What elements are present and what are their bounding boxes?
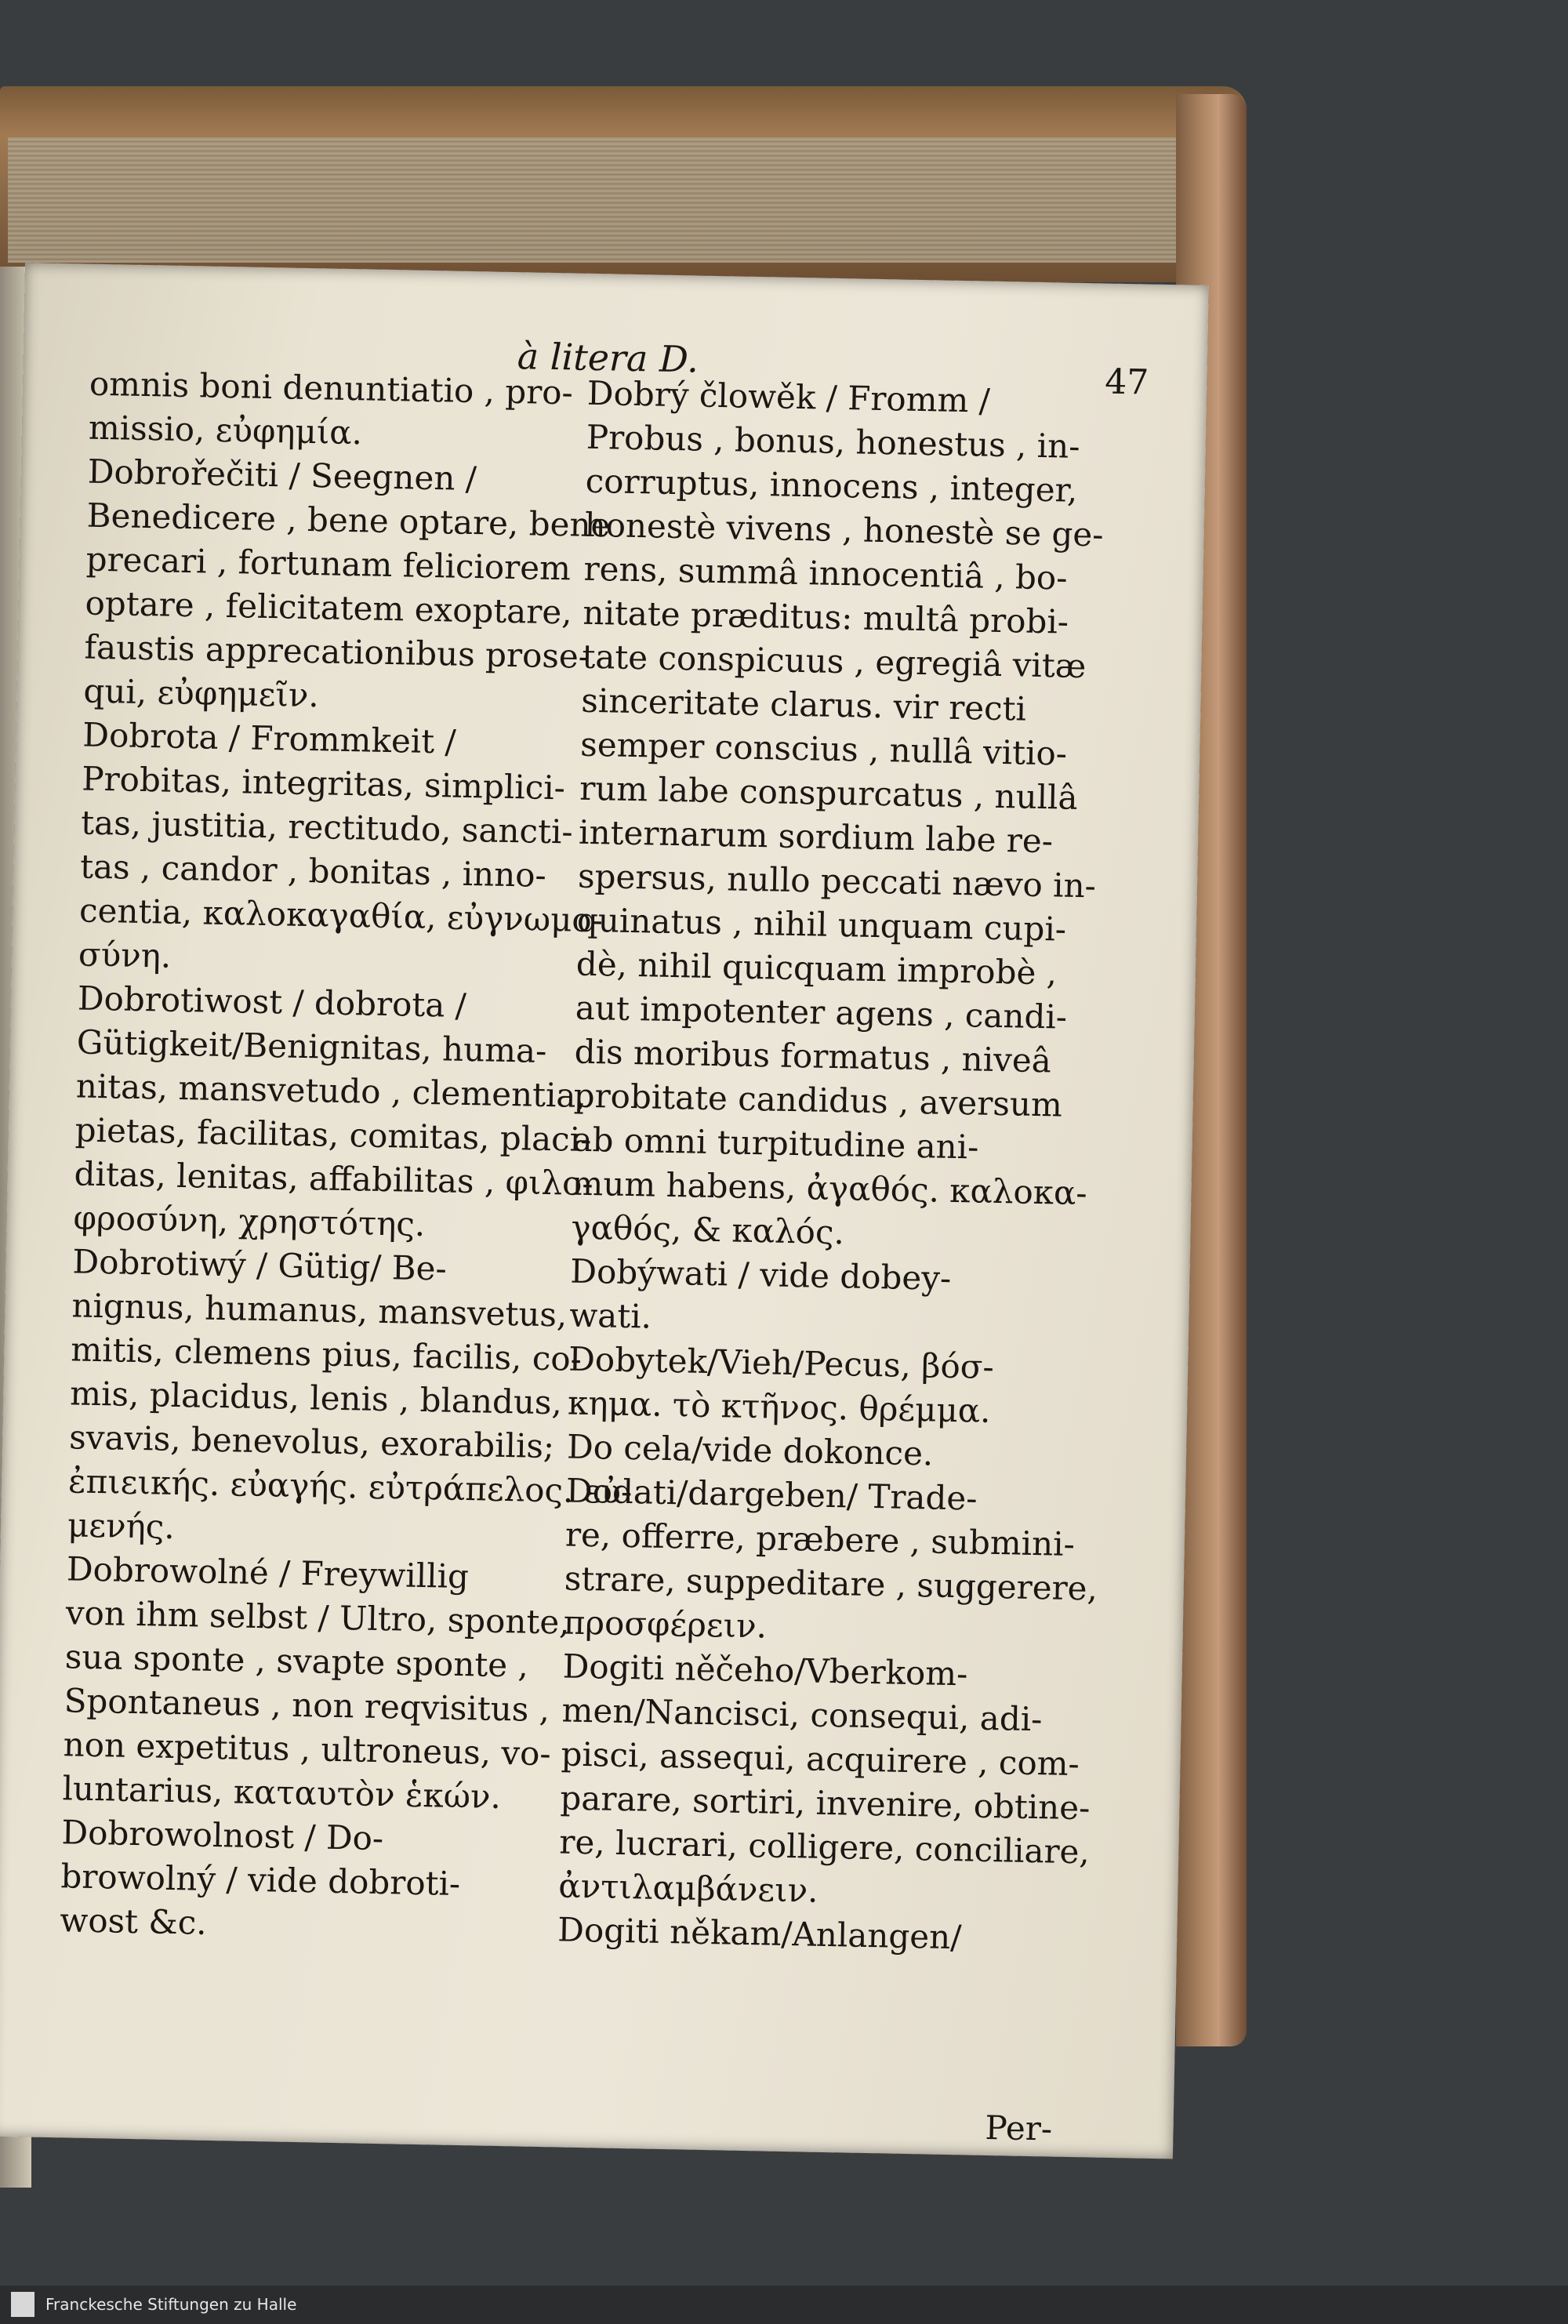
text-line: προσφέρειν. xyxy=(563,1603,768,1646)
footer-bar xyxy=(0,2286,1568,2324)
text-line: mitis, clemens pius, facilis, co- xyxy=(70,1330,583,1378)
text-line: Dobrotiwost / dobrota / xyxy=(77,979,467,1025)
text-line: nignus, humanus, mansvetus, xyxy=(71,1286,568,1334)
text-line: Dobrotiwý / Gütig/ Be- xyxy=(72,1242,448,1288)
text-line: centia, καλοκαγαθία, εὐγνωμο- xyxy=(78,891,604,940)
text-line: optare , felicitatem exoptare, xyxy=(85,583,573,632)
text-line: honestè vivens , honestè se ge- xyxy=(584,505,1104,554)
text-line: Dogiti někam/Anlangen/ xyxy=(557,1910,962,1957)
text-line: Probus , bonus, honestus , in- xyxy=(586,417,1080,466)
text-line: mum habens, ἀγαθός. καλοκα- xyxy=(572,1164,1088,1213)
text-line: rens, summâ innocentiâ , bo- xyxy=(583,549,1068,597)
text-line: ἀντιλαμβάνειν. xyxy=(557,1866,818,1910)
text-line: Dobytek/Vieh/Pecus, βόσ- xyxy=(568,1339,995,1386)
text-line: Dobrořečiti / Seegnen / xyxy=(87,452,477,499)
text-line: spersus, nullo peccati nævo in- xyxy=(577,856,1097,906)
book-page xyxy=(0,263,1209,2159)
text-line: σύνη. xyxy=(78,935,172,975)
text-line: browolný / vide dobroti- xyxy=(60,1857,461,1904)
page-edges xyxy=(8,137,1223,263)
text-line: non expetitus , ultroneus, vo- xyxy=(63,1725,552,1774)
text-line: dè, nihil quicquam improbè , xyxy=(575,944,1058,993)
institution-logo-icon xyxy=(11,2292,34,2317)
text-line: wost &c. xyxy=(59,1901,208,1942)
text-line: Dogiti něčeho/Vberkom- xyxy=(562,1647,968,1694)
footer-institution: Franckesche Stiftungen zu Halle xyxy=(45,2295,297,2314)
text-line: semper conscius , nullâ vitio- xyxy=(579,724,1068,773)
text-line: rum labe conspurcatus , nullâ xyxy=(579,768,1079,817)
text-line: Dobrota / Frommkeit / xyxy=(82,715,457,761)
text-line: sinceritate clarus. vir recti xyxy=(580,681,1027,728)
text-line: Do cela/vide dokonce. xyxy=(566,1427,934,1473)
text-line: sua sponte , svapte sponte , xyxy=(64,1637,529,1685)
text-line: Benedicere , bene optare, bene xyxy=(86,496,611,545)
text-line: tas , candor , bonitas , inno- xyxy=(79,847,547,895)
text-line: strare, suppeditare , suggerere, xyxy=(564,1559,1098,1608)
text-line: pietas, facilitas, comitas, placi- xyxy=(74,1110,592,1160)
text-line: Dobrowolné / Freywillig xyxy=(66,1549,470,1596)
text-line: Gütigkeit/Benignitas, huma- xyxy=(76,1022,547,1070)
text-line: dis moribus formatus , niveâ xyxy=(574,1032,1052,1080)
text-line: qui, εὐφημεῖν. xyxy=(83,671,320,715)
catchword: Per- xyxy=(985,2108,1053,2148)
page-number: 47 xyxy=(1104,361,1149,403)
text-line: nitate præditus: multâ probi- xyxy=(583,593,1069,641)
text-line: quinatus , nihil unquam cupi- xyxy=(576,900,1067,949)
text-line: φροσύνη, χρηστότης. xyxy=(73,1198,426,1244)
text-line: missio, εὐφημία. xyxy=(88,408,363,452)
text-line: precari , fortunam feliciorem xyxy=(85,539,572,588)
running-title: à litera D. xyxy=(517,335,699,381)
text-line: Dobýwati / vide dobey- xyxy=(569,1251,952,1298)
text-line: Dobrowolnost / Do- xyxy=(61,1813,384,1858)
text-line: Dobrý člowěk / Fromm / xyxy=(586,373,991,420)
text-line: luntarius, καταυτὸν ἑκών. xyxy=(62,1769,502,1817)
text-line: Spontaneus , non reqvisitus , xyxy=(64,1681,550,1730)
text-line: omnis boni denuntiatio , pro- xyxy=(89,364,574,412)
text-line: svavis, benevolus, exorabilis; xyxy=(68,1418,555,1466)
text-line: faustis apprecationibus prose- xyxy=(84,627,590,676)
text-line: probitate candidus , aversum xyxy=(573,1076,1063,1124)
text-line: von ihm selbst / Ultro, sponte, xyxy=(65,1593,571,1642)
text-line: mis, placidus, lenis , blandus, xyxy=(69,1374,563,1422)
text-line: tas, justitia, rectitudo, sancti- xyxy=(80,803,574,852)
text-line: pisci, assequi, acquirere , com- xyxy=(561,1734,1080,1784)
text-line: internarum sordium labe re- xyxy=(578,812,1054,861)
text-line: aut impotenter agens , candi- xyxy=(575,988,1068,1037)
text-line: κημα. τὸ κτῆνος. θρέμμα. xyxy=(567,1383,991,1430)
text-line: re, lucrari, colligere, conciliare, xyxy=(558,1822,1091,1872)
text-line: γαθός, & καλός. xyxy=(571,1207,845,1252)
text-line: tate conspicuus , egregiâ vitæ xyxy=(582,637,1087,686)
text-line: men/Nancisci, consequi, adi- xyxy=(561,1690,1043,1739)
text-line: corruptus, innocens , integer, xyxy=(585,461,1078,510)
text-line: μενής. xyxy=(67,1505,176,1546)
right-column xyxy=(557,372,1121,1963)
text-line: nitas, mansvetudo , clementia, xyxy=(75,1066,587,1115)
text-line: ab omni turpitudine ani- xyxy=(572,1120,979,1167)
text-line: ἐπιεικής. εὐαγής. εὐτράπελος. εὐ- xyxy=(67,1462,633,1512)
text-line: Dodati/dargeben/ Trade- xyxy=(565,1471,978,1518)
text-line: re, offerre, præbere , submini- xyxy=(564,1515,1076,1563)
text-line: ditas, lenitas, affabilitas , φιλο- xyxy=(74,1154,594,1204)
text-line: Probitas, integritas, simplici- xyxy=(81,759,566,808)
text-line: parare, sortiri, invenire, obtine- xyxy=(560,1778,1091,1828)
text-line: wati. xyxy=(568,1295,652,1336)
